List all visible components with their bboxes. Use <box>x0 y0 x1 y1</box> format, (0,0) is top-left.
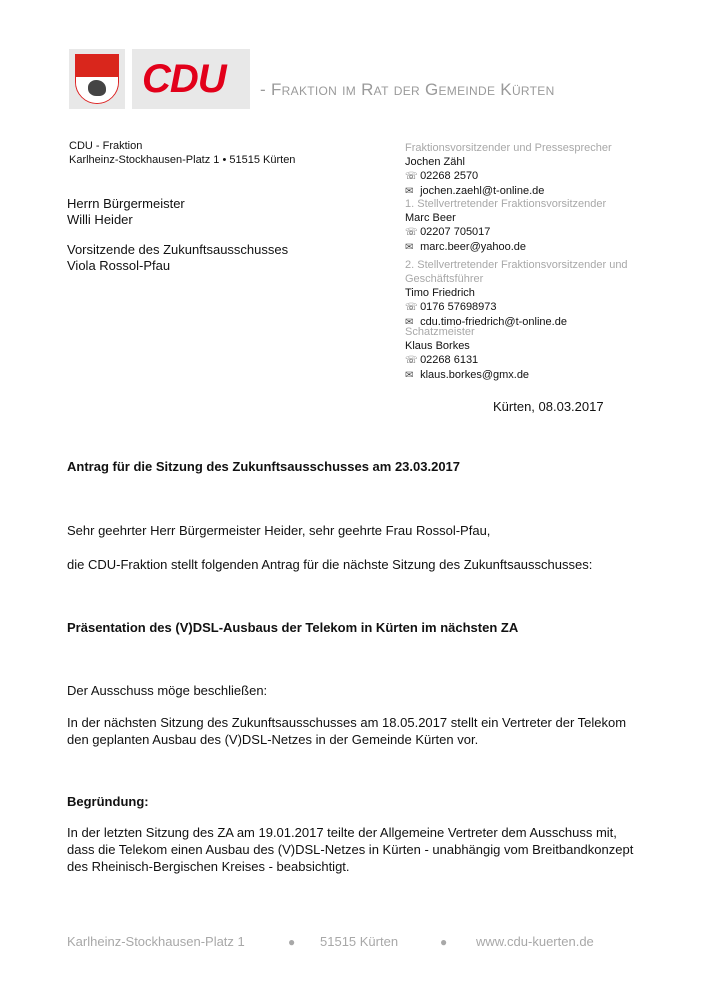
faction-title-text: - Fraktion im Rat der Gemeinde Kürten <box>260 80 555 99</box>
footer-website-link[interactable]: www.cdu-kuerten.de <box>476 934 594 949</box>
footer-city: 51515 Kürten <box>320 934 399 949</box>
motion-lead: Der Ausschuss möge beschließen: <box>67 683 268 698</box>
contact-role-line-2: Geschäftsführer <box>405 273 484 285</box>
recipient-line-1: Herrn Bürgermeister <box>67 196 185 211</box>
recipient-block <box>67 196 288 274</box>
recipient-line-3: Vorsitzende des Zukunftsausschusses <box>67 242 289 257</box>
envelope-icon: ✉ <box>405 186 414 197</box>
letter-intro: die CDU-Fraktion stellt folgenden Antrag für die nächste Sitzung des Zukunftsausschusses: <box>67 557 593 572</box>
phone-icon: ☏ <box>405 171 418 182</box>
contact-role: Fraktionsvorsitzender und Pressesprecher <box>405 142 612 154</box>
motion-line-2: den geplanten Ausbau des (V)DSL-Netzes in der Gemeinde Kürten vor. <box>67 732 479 747</box>
contact-1 <box>405 141 645 199</box>
contact-name: Jochen Zähl <box>405 156 465 168</box>
reason-line-1: In der letzten Sitzung des ZA am 19.01.2017 teilte der Allgemeine Vertreter dem Ausschuss mit, <box>67 825 617 840</box>
sender-line-2: Karlheinz-Stockhausen-Platz 1 • 51515 Kürten <box>69 154 296 166</box>
faction-title <box>260 80 555 100</box>
contact-phone: 02207 705017 <box>420 226 491 238</box>
footer-bullet-2: ● <box>440 935 448 949</box>
recipient-line-2: Willi Heider <box>67 212 133 227</box>
reason-title: Begründung: <box>67 794 149 809</box>
envelope-icon: ✉ <box>405 370 414 381</box>
contact-name: Klaus Borkes <box>405 340 470 352</box>
crest-top-field <box>76 55 118 77</box>
municipal-crest-logo <box>69 49 125 109</box>
motion-text <box>67 714 626 748</box>
phone-icon: ☏ <box>405 355 418 366</box>
contact-email[interactable]: klaus.borkes@gmx.de <box>420 369 530 381</box>
reason-line-3: des Rheinisch-Bergischen Kreises - beabsichtigt. <box>67 859 350 874</box>
envelope-icon: ✉ <box>405 317 414 328</box>
crest-shield <box>75 54 119 104</box>
contact-role: Schatzmeister <box>405 326 475 338</box>
crest-bird <box>88 80 106 96</box>
contact-name: Marc Beer <box>405 212 456 224</box>
cdu-logo-text: CDU <box>142 57 226 101</box>
contact-3 <box>405 258 645 330</box>
contact-phone: 02268 2570 <box>420 170 479 182</box>
motion-line-1: In der nächsten Sitzung des Zukunftsausschusses am 18.05.2017 stellt ein Vertreter der Telekom <box>67 715 627 730</box>
reason-text <box>67 824 633 875</box>
reason-line-2: dass die Telekom einen Ausbau des (V)DSL-Netzes in Kürten - unabhängig vom Breitbandkonzept <box>67 842 634 857</box>
contact-name: Timo Friedrich <box>405 287 475 299</box>
sender-block <box>69 139 295 167</box>
letter-date: Kürten, 08.03.2017 <box>493 399 604 414</box>
contact-phone: 02268 6131 <box>420 354 479 366</box>
letter-subject: Antrag für die Sitzung des Zukunftsausschusses am 23.03.2017 <box>67 459 461 474</box>
phone-icon: ☏ <box>405 227 418 238</box>
contact-4 <box>405 325 645 383</box>
cdu-logo <box>132 49 250 109</box>
envelope-icon: ✉ <box>405 242 414 253</box>
footer-bullet-1: ● <box>288 935 296 949</box>
contact-role: 1. Stellvertretender Fraktionsvorsitzender <box>405 198 607 210</box>
contact-phone: 0176 57698973 <box>420 301 497 313</box>
letter-salutation: Sehr geehrter Herr Bürgermeister Heider, sehr geehrte Frau Rossol-Pfau, <box>67 523 491 538</box>
motion-title: Präsentation des (V)DSL-Ausbaus der Telekom in Kürten im nächsten ZA <box>67 620 519 635</box>
sender-line-1: CDU - Fraktion <box>69 140 143 152</box>
footer-address: Karlheinz-Stockhausen-Platz 1 <box>67 934 245 949</box>
phone-icon: ☏ <box>405 302 418 313</box>
contact-email[interactable]: jochen.zaehl@t-online.de <box>420 185 545 197</box>
contact-role-line-1: 2. Stellvertretender Fraktionsvorsitzender und <box>405 259 628 271</box>
recipient-line-4: Viola Rossol-Pfau <box>67 258 171 273</box>
contact-email[interactable]: marc.beer@yahoo.de <box>420 241 527 253</box>
contact-2 <box>405 197 645 255</box>
contact-email[interactable]: cdu.timo-friedrich@t-online.de <box>420 316 567 328</box>
